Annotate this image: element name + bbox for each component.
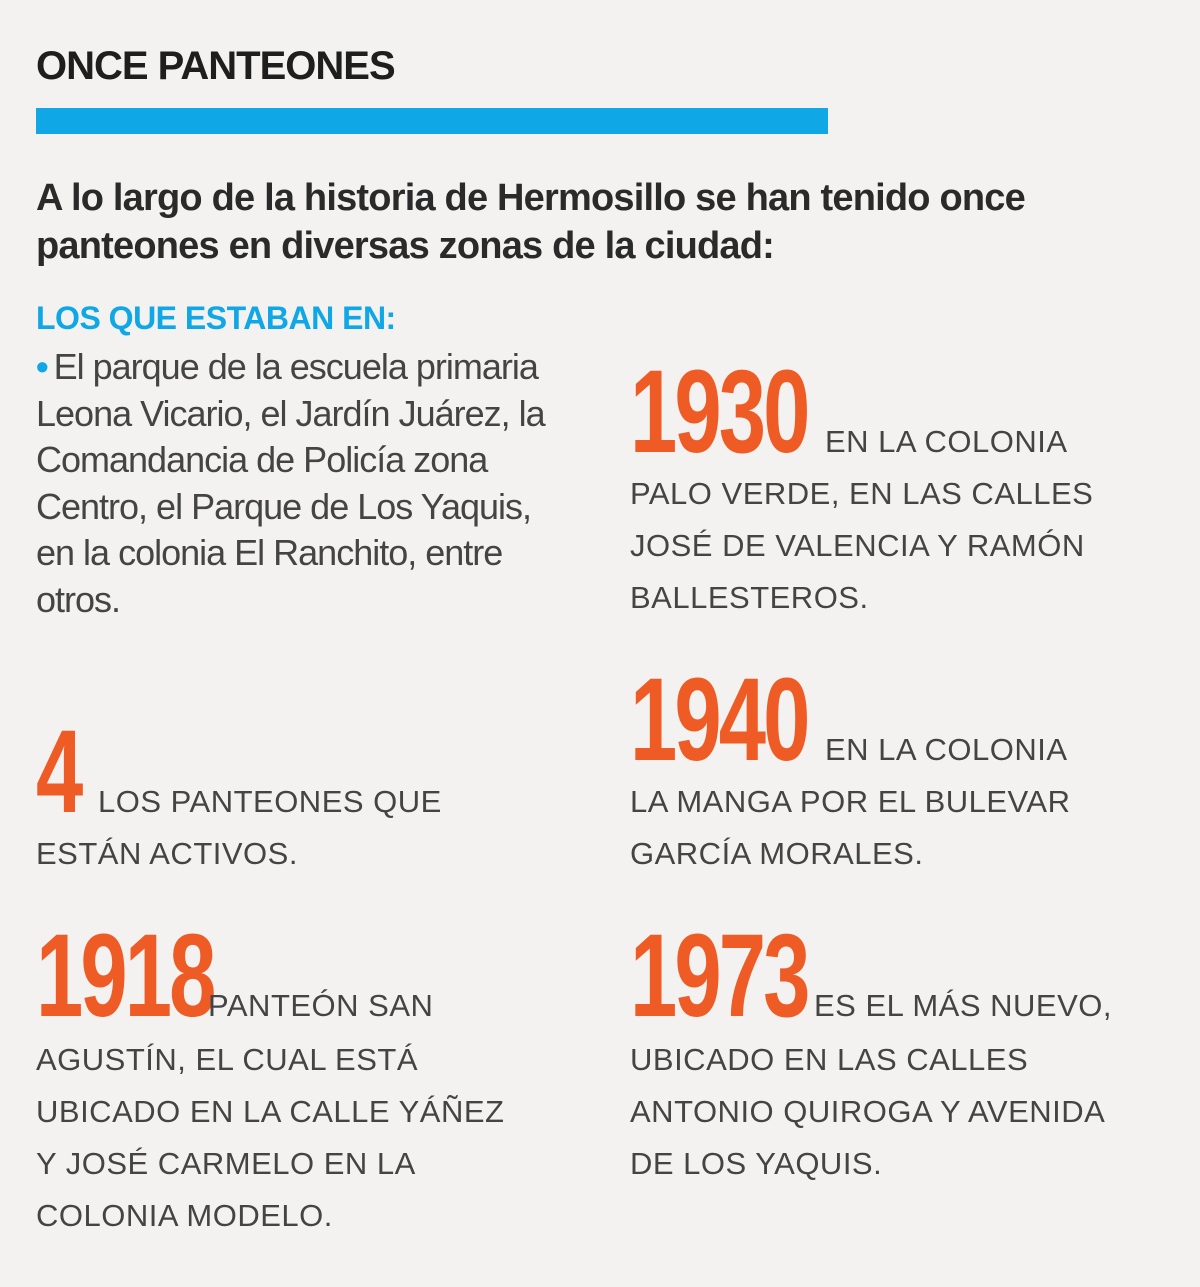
fact-number: 1930 — [630, 346, 808, 478]
fact-number: 4 — [36, 706, 81, 838]
fact-caption-line: PALO VERDE, EN LAS CALLES — [630, 476, 1094, 511]
fact-number: 1940 — [630, 654, 808, 786]
fact-caption-line: BALLESTEROS. — [630, 580, 869, 615]
intro-text: A lo largo de la historia de Hermosillo se han tenido once panteones en diversas zonas de la ciudad: — [36, 177, 1025, 267]
fact-caption-line: Y JOSÉ CARMELO EN LA — [36, 1146, 416, 1181]
title-underline-bar — [36, 108, 828, 134]
fact-caption-first: EN LA COLONIA — [825, 732, 1068, 767]
fact-caption-line: UBICADO EN LAS CALLES — [630, 1042, 1029, 1077]
fact-caption-line: JOSÉ DE VALENCIA Y RAMÓN — [630, 528, 1085, 563]
fact-caption-first: EN LA COLONIA — [825, 424, 1068, 459]
fact-number: 1918 — [36, 910, 214, 1042]
fact-caption-line: COLONIA MODELO. — [36, 1198, 333, 1233]
fact-caption-line: GARCÍA MORALES. — [630, 836, 924, 871]
fact-caption-line: AGUSTÍN, EL CUAL ESTÁ — [36, 1042, 419, 1077]
fact-1940 — [630, 654, 1190, 880]
fact-number: 1973 — [630, 910, 808, 1042]
fact-caption-line: ESTÁN ACTIVOS. — [36, 836, 298, 871]
fact-caption-line: DE LOS YAQUIS. — [630, 1146, 883, 1181]
bullet-icon: • — [36, 346, 48, 387]
section-lead: LOS QUE ESTABAN EN: — [36, 300, 396, 336]
former-locations-text — [36, 344, 556, 623]
fact-active-cemeteries — [36, 706, 576, 880]
fact-1973 — [630, 910, 1190, 1190]
fact-caption-line: ANTONIO QUIROGA Y AVENIDA — [630, 1094, 1106, 1129]
page-title: ONCE PANTEONES — [36, 44, 395, 88]
fact-caption-first: PANTEÓN SAN — [208, 988, 434, 1023]
fact-1930 — [630, 346, 1190, 624]
fact-caption-line: LA MANGA POR EL BULEVAR — [630, 784, 1071, 819]
fact-caption-line: UBICADO EN LA CALLE YÁÑEZ — [36, 1094, 505, 1129]
fact-caption-first: LOS PANTEONES QUE — [98, 784, 442, 819]
fact-caption-first: ES EL MÁS NUEVO, — [814, 988, 1112, 1023]
former-locations-body: El parque de la escuela primaria Leona Vicario, el Jardín Juárez, la Comandancia de Policía zona Centro, el Parque de Los Yaquis, en la colonia El Ranchito, entre otros. — [36, 346, 545, 620]
fact-1918 — [36, 910, 596, 1242]
